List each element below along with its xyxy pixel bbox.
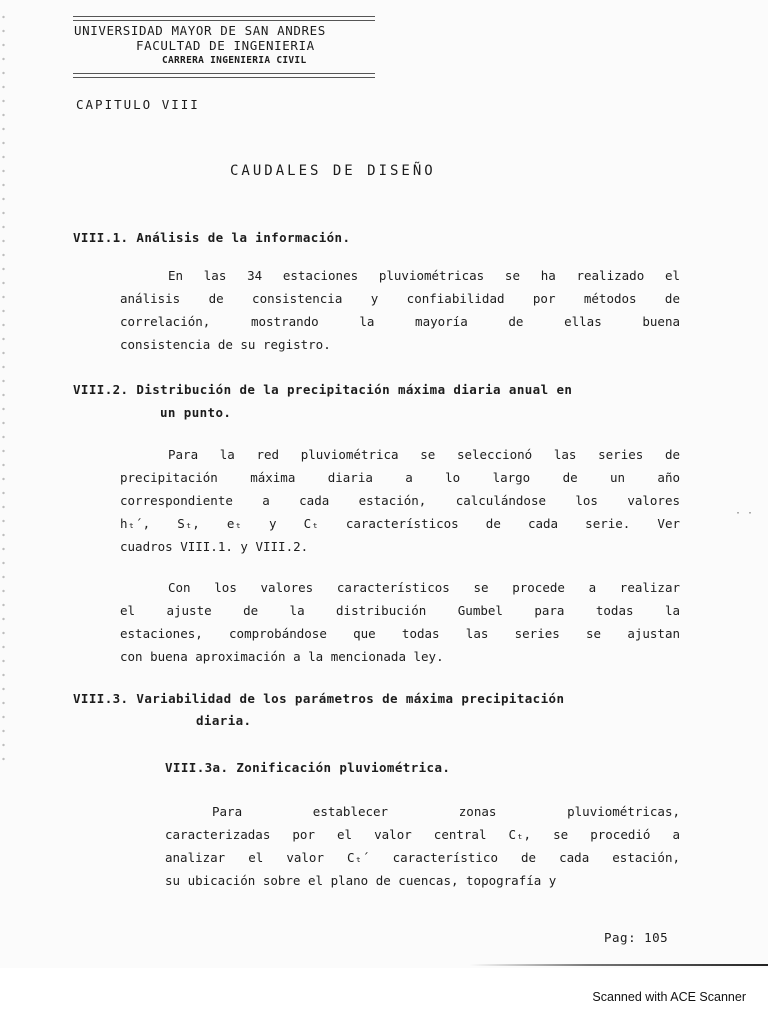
paragraph-line: Para la red pluviométrica se seleccionó las series de xyxy=(168,447,680,462)
paragraph-line: Con los valores característicos se procede a realizar xyxy=(168,580,680,595)
scanner-watermark: Scanned with ACE Scanner xyxy=(592,990,746,1004)
paragraph-line: precipitación máxima diaria a lo largo de un año xyxy=(120,470,680,485)
paragraph-viii-3a xyxy=(165,800,680,892)
paragraph-line: con buena aproximación a la mencionada ley. xyxy=(120,649,444,664)
paragraph-line: Para establecer zonas pluviométricas, xyxy=(212,804,680,819)
section-heading-viii-3: VIII.3. Variabilidad de los parámetros de máxima precipitación xyxy=(73,691,565,706)
subsection-heading-viii-3a: VIII.3a. Zonificación pluviométrica. xyxy=(165,760,451,775)
paragraph-line: analizar el valor Cₜ´ característico de cada estación, xyxy=(165,850,680,865)
header-top-rule xyxy=(73,16,375,21)
paragraph-line: caracterizadas por el valor central Cₜ, se procedió a xyxy=(165,827,680,842)
paragraph-line: consistencia de su registro. xyxy=(120,337,331,352)
header-university: UNIVERSIDAD MAYOR DE SAN ANDRES xyxy=(74,23,326,38)
paragraph-line: En las 34 estaciones pluviométricas se ha realizado el xyxy=(168,268,680,283)
scan-bottom-edge xyxy=(470,964,768,966)
paragraph-line: correspondiente a cada estación, calculándose los valores xyxy=(120,493,680,508)
section-heading-viii-2: VIII.2. Distribución de la precipitación máxima diaria anual en xyxy=(73,382,573,397)
paragraph-line: su ubicación sobre el plano de cuencas, topografía y xyxy=(165,873,557,888)
paragraph-line: estaciones, comprobándose que todas las series se ajustan xyxy=(120,626,680,641)
page-title: CAUDALES DE DISEÑO xyxy=(230,163,436,179)
paragraph-line: cuadros VIII.1. y VIII.2. xyxy=(120,539,309,554)
paragraph-line: el ajuste de la distribución Gumbel para todas la xyxy=(120,603,680,618)
scanner-footer xyxy=(0,968,768,1024)
section-heading-viii-3-cont: diaria. xyxy=(196,713,252,728)
scan-speck: · · xyxy=(735,508,754,519)
page-number: Pag: 105 xyxy=(604,930,669,945)
header-bottom-rule xyxy=(73,73,375,78)
page-edge-punch-marks xyxy=(2,10,5,770)
paragraph-viii-2-a xyxy=(120,443,680,558)
section-heading-viii-1: VIII.1. Análisis de la información. xyxy=(73,230,351,245)
paragraph-viii-1 xyxy=(120,264,680,356)
header-career: CARRERA INGENIERIA CIVIL xyxy=(162,55,307,66)
paragraph-line: análisis de consistencia y confiabilidad por métodos de xyxy=(120,291,680,306)
chapter-label: CAPITULO VIII xyxy=(76,97,200,112)
paragraph-viii-2-b xyxy=(120,576,680,668)
section-heading-viii-2-cont: un punto. xyxy=(160,405,232,420)
header-faculty: FACULTAD DE INGENIERIA xyxy=(136,38,315,53)
paragraph-line: hₜ´, Sₜ, eₜ y Cₜ característicos de cada serie. Ver xyxy=(120,516,680,531)
paragraph-line: correlación, mostrando la mayoría de ellas buena xyxy=(120,314,680,329)
